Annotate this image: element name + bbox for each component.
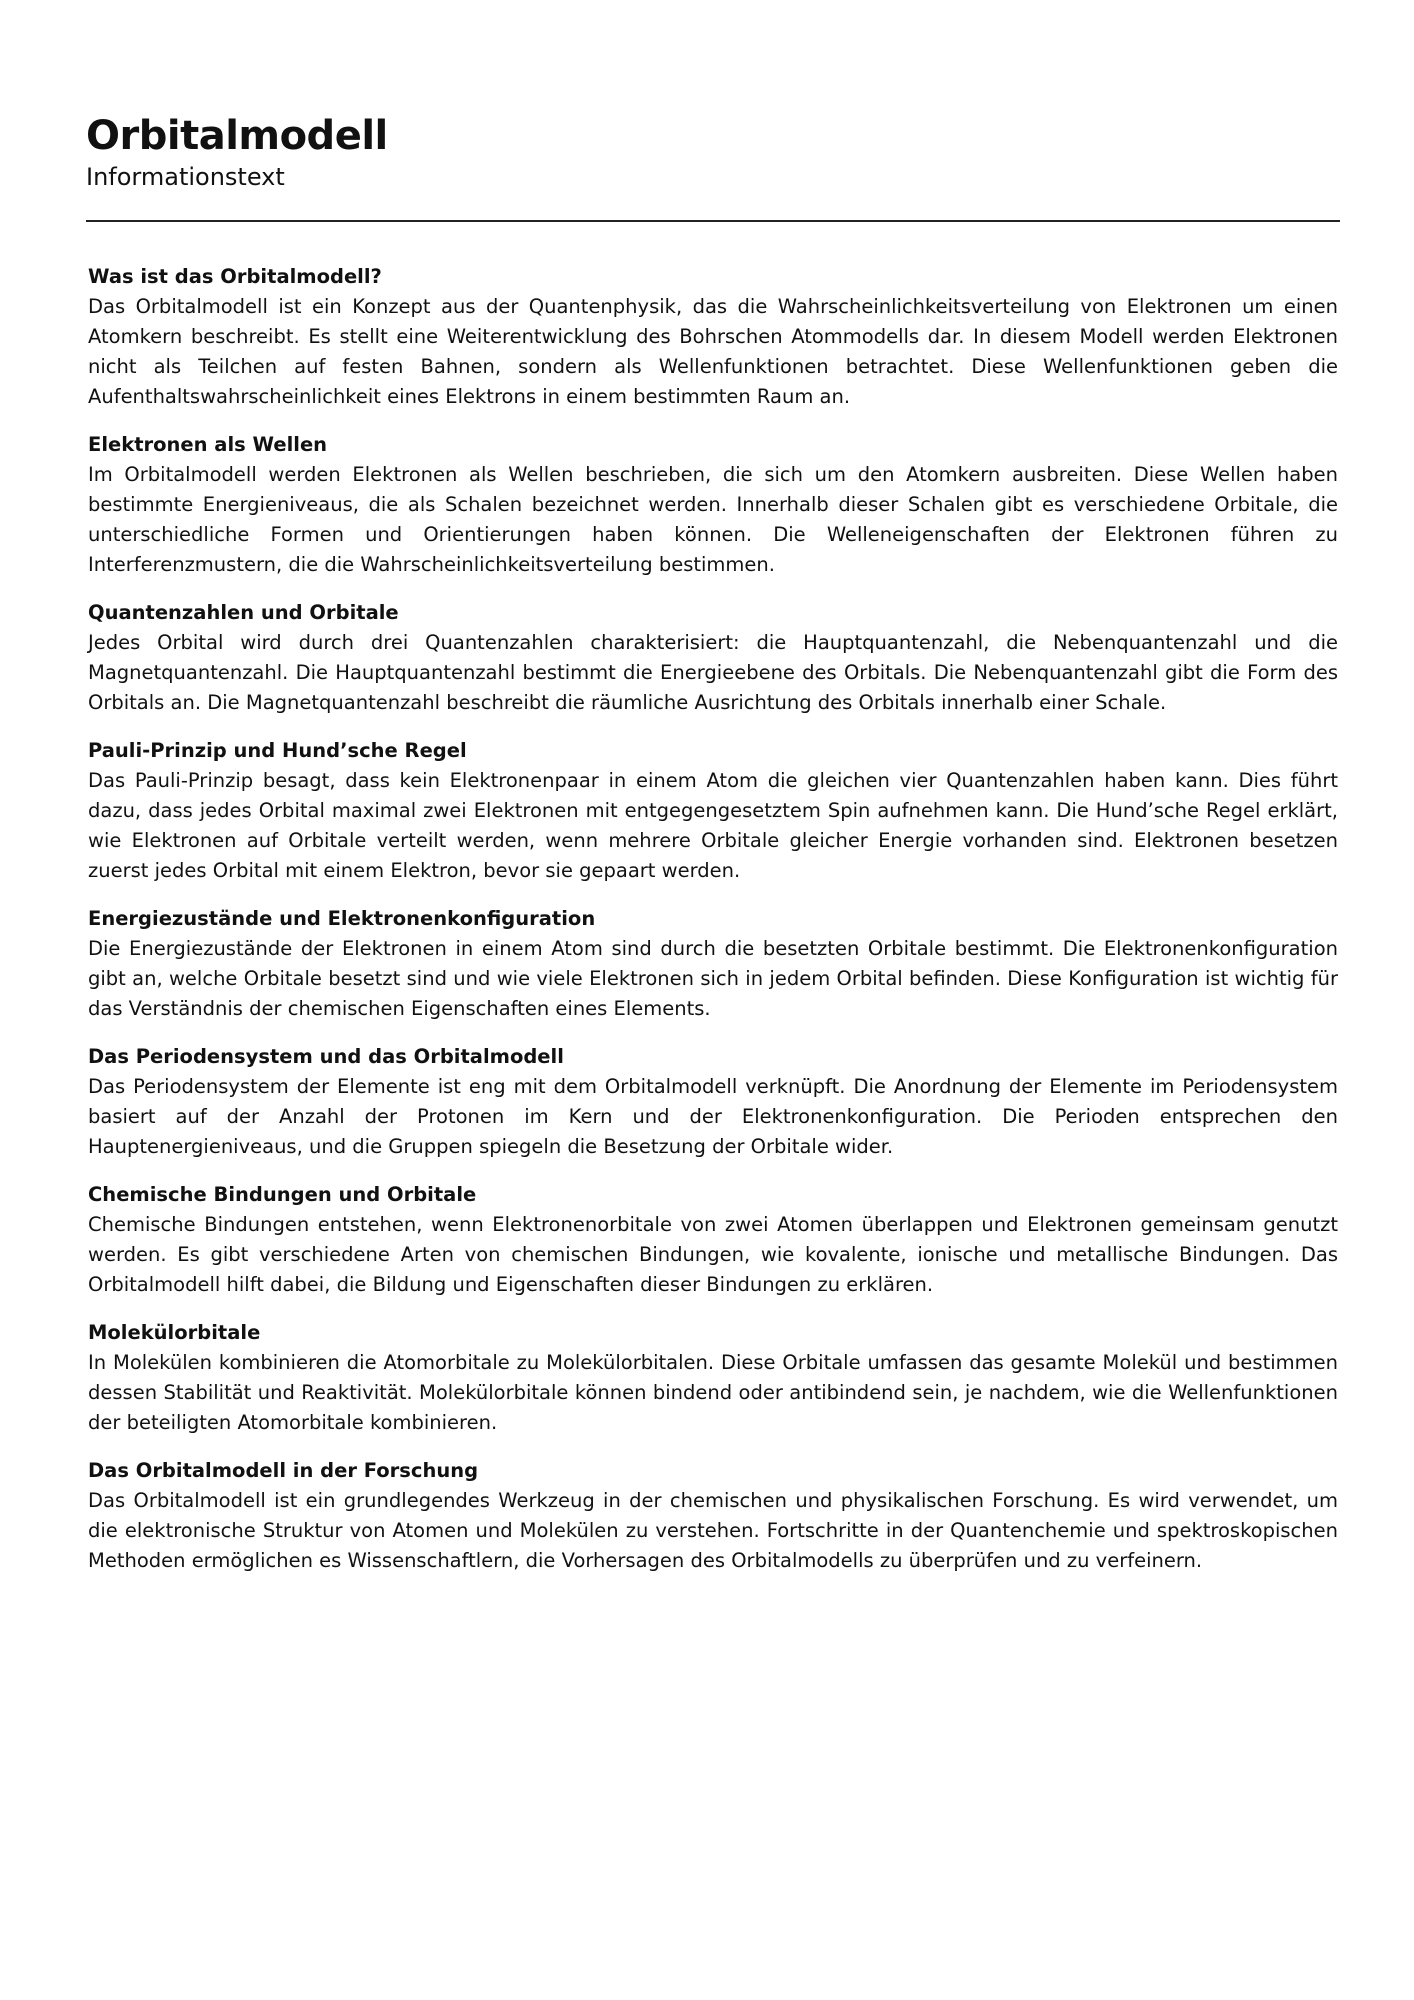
section-body: Chemische Bindungen entstehen, wenn Elektronenorbitale von zwei Atomen überlappen und Elektronen gemeinsam genutzt werden. Es gibt verschiedene Arten von chemischen Bindungen, wie kovalente, ionische und metallische Bindungen. Das Orbitalmodell hilft dabei, die Bildung und Eigenschaften dieser Bindungen zu erklären. xyxy=(88,1213,1338,1296)
section-body: Das Orbitalmodell ist ein Konzept aus der Quantenphysik, das die Wahrscheinlichkeitsverteilung von Elektronen um einen Atomkern beschreibt. Es stellt eine Weiterentwicklung des Bohrschen Atommodells dar. In diesem Modell werden Elektronen nicht als Teilchen auf festen Bahnen, sondern als Wellenfunktionen betrachtet. Diese Wellenfunktionen geben die Aufenthaltswahrscheinlichkeit eines Elektrons in einem bestimmten Raum an. xyxy=(88,295,1338,408)
section-quantenzahlen xyxy=(88,598,1338,718)
section-energiezustaende xyxy=(88,904,1338,1024)
section-molekuelorbitale xyxy=(88,1318,1338,1438)
section-periodensystem xyxy=(88,1042,1338,1162)
section-body: In Molekülen kombinieren die Atomorbitale zu Molekülorbitalen. Diese Orbitale umfassen das gesamte Molekül und bestimmen dessen Stabilität und Reaktivität. Molekülorbitale können bindend oder antibindend sein, je nachdem, wie die Wellenfunktionen der beteiligten Atomorbitale kombinieren. xyxy=(88,1351,1338,1434)
page-subtitle: Informationstext xyxy=(86,163,285,191)
section-heading: Was ist das Orbitalmodell? xyxy=(88,265,382,288)
section-body: Jedes Orbital wird durch drei Quantenzahlen charakterisiert: die Hauptquantenzahl, die Nebenquantenzahl und die Magnetquantenzahl. Die Hauptquantenzahl bestimmt die Energieebene des Orbitals. Die Nebenquantenzahl gibt die Form des Orbitals an. Die Magnetquantenzahl beschreibt die räumliche Ausrichtung des Orbitals innerhalb einer Schale. xyxy=(88,631,1338,714)
section-heading: Energiezustände und Elektronenkonfiguration xyxy=(88,907,596,930)
section-body: Das Pauli-Prinzip besagt, dass kein Elektronenpaar in einem Atom die gleichen vier Quantenzahlen haben kann. Dies führt dazu, dass jedes Orbital maximal zwei Elektronen mit entgegengesetztem Spin aufnehmen kann. Die Hund’sche Regel erklärt, wie Elektronen auf Orbitale verteilt werden, wenn mehrere Orbitale gleicher Energie vorhanden sind. Elektronen besetzen zuerst jedes Orbital mit einem Elektron, bevor sie gepaart werden. xyxy=(88,769,1338,882)
title-divider xyxy=(86,220,1340,222)
section-body: Im Orbitalmodell werden Elektronen als Wellen beschrieben, die sich um den Atomkern ausbreiten. Diese Wellen haben bestimmte Energieniveaus, die als Schalen bezeichnet werden. Innerhalb dieser Schalen gibt es verschiedene Orbitale, die unterschiedliche Formen und Orientierungen haben können. Die Welleneigenschaften der Elektronen führen zu Interferenzmustern, die die Wahrscheinlichkeitsverteilung bestimmen. xyxy=(88,463,1338,576)
section-chemische-bindungen xyxy=(88,1180,1338,1300)
section-heading: Das Orbitalmodell in der Forschung xyxy=(88,1459,479,1482)
section-orbitalmodell xyxy=(88,262,1338,412)
section-body: Das Orbitalmodell ist ein grundlegendes Werkzeug in der chemischen und physikalischen Forschung. Es wird verwendet, um die elektronische Struktur von Atomen und Molekülen zu verstehen. Fortschritte in der Quantenchemie und spektroskopischen Methoden ermöglichen es Wissenschaftlern, die Vorhersagen des Orbitalmodells zu überprüfen und zu verfeinern. xyxy=(88,1489,1338,1572)
section-heading: Pauli-Prinzip und Hund’sche Regel xyxy=(88,739,467,762)
document-page xyxy=(86,112,1340,1594)
section-heading: Chemische Bindungen und Orbitale xyxy=(88,1183,477,1206)
sections-container xyxy=(86,262,1340,1576)
section-heading: Das Periodensystem und das Orbitalmodell xyxy=(88,1045,564,1068)
page-title: Orbitalmodell xyxy=(86,113,388,159)
section-heading: Elektronen als Wellen xyxy=(88,433,328,456)
section-heading: Quantenzahlen und Orbitale xyxy=(88,601,399,624)
section-pauli-hund xyxy=(88,736,1338,886)
section-body: Das Periodensystem der Elemente ist eng mit dem Orbitalmodell verknüpft. Die Anordnung der Elemente im Periodensystem basiert auf der Anzahl der Protonen im Kern und der Elektronenkonfiguration. Die Perioden entsprechen den Hauptenergieniveaus, und die Gruppen spiegeln die Besetzung der Orbitale wider. xyxy=(88,1075,1338,1158)
section-heading: Molekülorbitale xyxy=(88,1321,261,1344)
section-elektronen-als-wellen xyxy=(88,430,1338,580)
section-body: Die Energiezustände der Elektronen in einem Atom sind durch die besetzten Orbitale bestimmt. Die Elektronenkonfiguration gibt an, welche Orbitale besetzt sind und wie viele Elektronen sich in jedem Orbital befinden. Diese Konfiguration ist wichtig für das Verständnis der chemischen Eigenschaften eines Elements. xyxy=(88,937,1338,1020)
section-forschung xyxy=(88,1456,1338,1576)
